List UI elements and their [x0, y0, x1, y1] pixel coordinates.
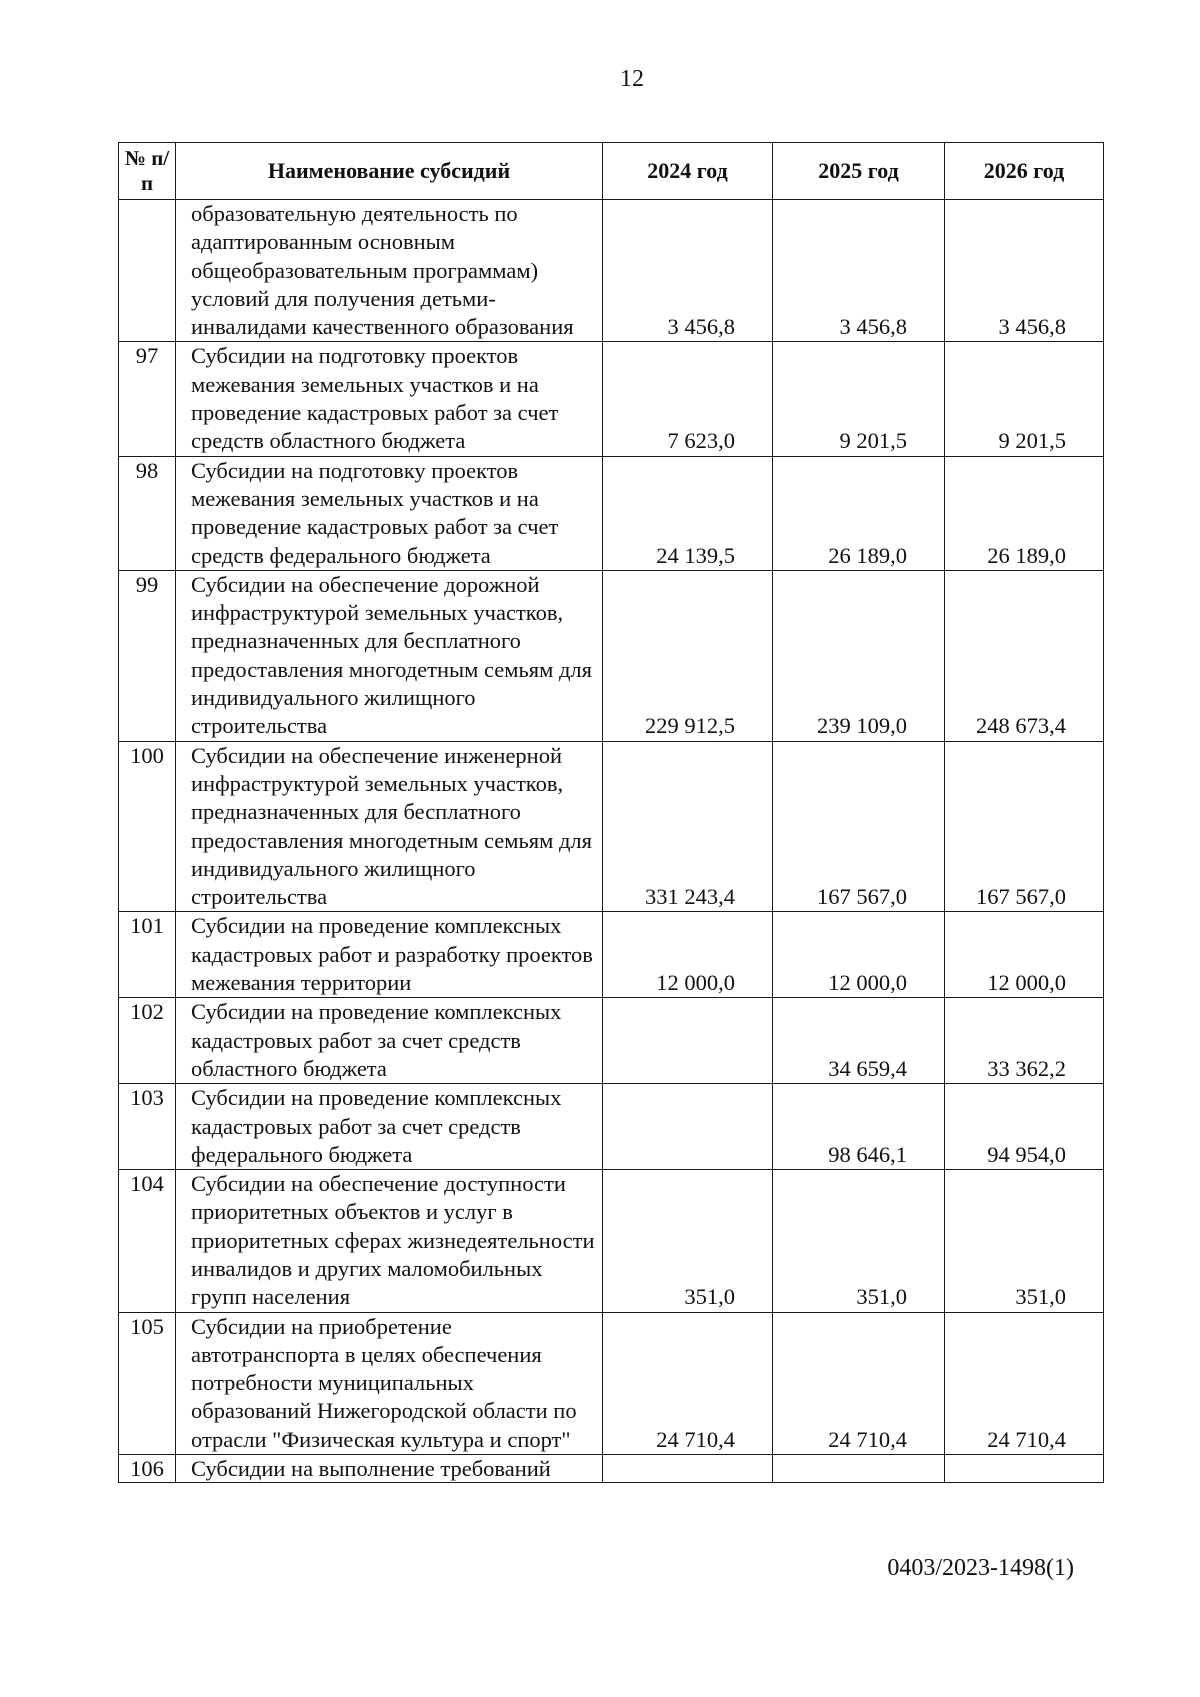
row-value-2025: 239 109,0 [773, 570, 945, 741]
table-row [119, 1312, 1104, 1454]
row-name: Субсидии на выполнение требований [176, 1455, 603, 1483]
header-number: № п/п [119, 143, 176, 200]
row-value-2024: 3 456,8 [603, 200, 773, 342]
row-value-2025: 98 646,1 [773, 1084, 945, 1170]
row-name: образовательную деятельность по адаптированным основным общеобразовательным программам) условий для получения детьми-инвалидами качественного образования [176, 200, 603, 342]
row-number: 105 [119, 1312, 176, 1454]
row-value-2026: 12 000,0 [945, 912, 1104, 998]
table-row [119, 456, 1104, 570]
row-value-2025: 167 567,0 [773, 741, 945, 912]
row-number: 99 [119, 570, 176, 741]
table-row [119, 200, 1104, 342]
header-2025: 2025 год [773, 143, 945, 200]
table-row [119, 1455, 1104, 1483]
row-value-2024: 351,0 [603, 1170, 773, 1312]
row-value-2026 [945, 1455, 1104, 1483]
row-name: Субсидии на обеспечение доступности приоритетных объектов и услуг в приоритетных сферах жизнедеятельности инвалидов и других маломобильных групп населения [176, 1170, 603, 1312]
row-number: 98 [119, 456, 176, 570]
table-row [119, 741, 1104, 912]
row-value-2024: 331 243,4 [603, 741, 773, 912]
header-2024: 2024 год [603, 143, 773, 200]
row-number: 101 [119, 912, 176, 998]
table-row [119, 998, 1104, 1084]
row-value-2025 [773, 1455, 945, 1483]
row-value-2024: 12 000,0 [603, 912, 773, 998]
row-value-2025: 12 000,0 [773, 912, 945, 998]
table-row [119, 570, 1104, 741]
header-name: Наименование субсидий [176, 143, 603, 200]
row-name: Субсидии на обеспечение инженерной инфраструктурой земельных участков, предназначенных для бесплатного предоставления многодетным семьям для индивидуального жилищного строительства [176, 741, 603, 912]
table-row [119, 912, 1104, 998]
row-value-2026: 26 189,0 [945, 456, 1104, 570]
row-value-2026: 351,0 [945, 1170, 1104, 1312]
row-number: 100 [119, 741, 176, 912]
row-value-2026: 3 456,8 [945, 200, 1104, 342]
row-value-2026: 24 710,4 [945, 1312, 1104, 1454]
row-value-2025: 26 189,0 [773, 456, 945, 570]
table-row [119, 342, 1104, 456]
row-value-2024 [603, 1455, 773, 1483]
row-name: Субсидии на приобретение автотранспорта в целях обеспечения потребности муниципальных образований Нижегородской области по отрасли "Физическая культура и спорт" [176, 1312, 603, 1454]
row-value-2025: 3 456,8 [773, 200, 945, 342]
subsidies-table [118, 142, 1104, 1483]
row-value-2024: 24 710,4 [603, 1312, 773, 1454]
row-name: Субсидии на проведение комплексных кадастровых работ и разработку проектов межевания территории [176, 912, 603, 998]
row-value-2026: 33 362,2 [945, 998, 1104, 1084]
row-value-2026: 248 673,4 [945, 570, 1104, 741]
row-value-2025: 351,0 [773, 1170, 945, 1312]
row-name: Субсидии на подготовку проектов межевания земельных участков и на проведение кадастровых работ за счет средств областного бюджета [176, 342, 603, 456]
row-value-2025: 34 659,4 [773, 998, 945, 1084]
row-name: Субсидии на обеспечение дорожной инфраструктурой земельных участков, предназначенных для бесплатного предоставления многодетным семьям для индивидуального жилищного строительства [176, 570, 603, 741]
page-number: 12 [620, 66, 644, 92]
row-number [119, 200, 176, 342]
document-code: 0403/2023-1498(1) [887, 1555, 1074, 1581]
row-value-2024: 229 912,5 [603, 570, 773, 741]
row-value-2025: 24 710,4 [773, 1312, 945, 1454]
row-value-2026: 9 201,5 [945, 342, 1104, 456]
row-value-2024: 7 623,0 [603, 342, 773, 456]
row-value-2024 [603, 998, 773, 1084]
row-value-2024 [603, 1084, 773, 1170]
row-number: 103 [119, 1084, 176, 1170]
row-name: Субсидии на подготовку проектов межевания земельных участков и на проведение кадастровых работ за счет средств федерального бюджета [176, 456, 603, 570]
row-number: 106 [119, 1455, 176, 1483]
row-name: Субсидии на проведение комплексных кадастровых работ за счет средств областного бюджета [176, 998, 603, 1084]
table-header-row [119, 143, 1104, 200]
row-value-2026: 167 567,0 [945, 741, 1104, 912]
row-value-2024: 24 139,5 [603, 456, 773, 570]
row-name: Субсидии на проведение комплексных кадастровых работ за счет средств федерального бюджета [176, 1084, 603, 1170]
row-number: 104 [119, 1170, 176, 1312]
header-2026: 2026 год [945, 143, 1104, 200]
row-number: 102 [119, 998, 176, 1084]
row-value-2026: 94 954,0 [945, 1084, 1104, 1170]
table-row [119, 1170, 1104, 1312]
table-row [119, 1084, 1104, 1170]
row-value-2025: 9 201,5 [773, 342, 945, 456]
row-number: 97 [119, 342, 176, 456]
